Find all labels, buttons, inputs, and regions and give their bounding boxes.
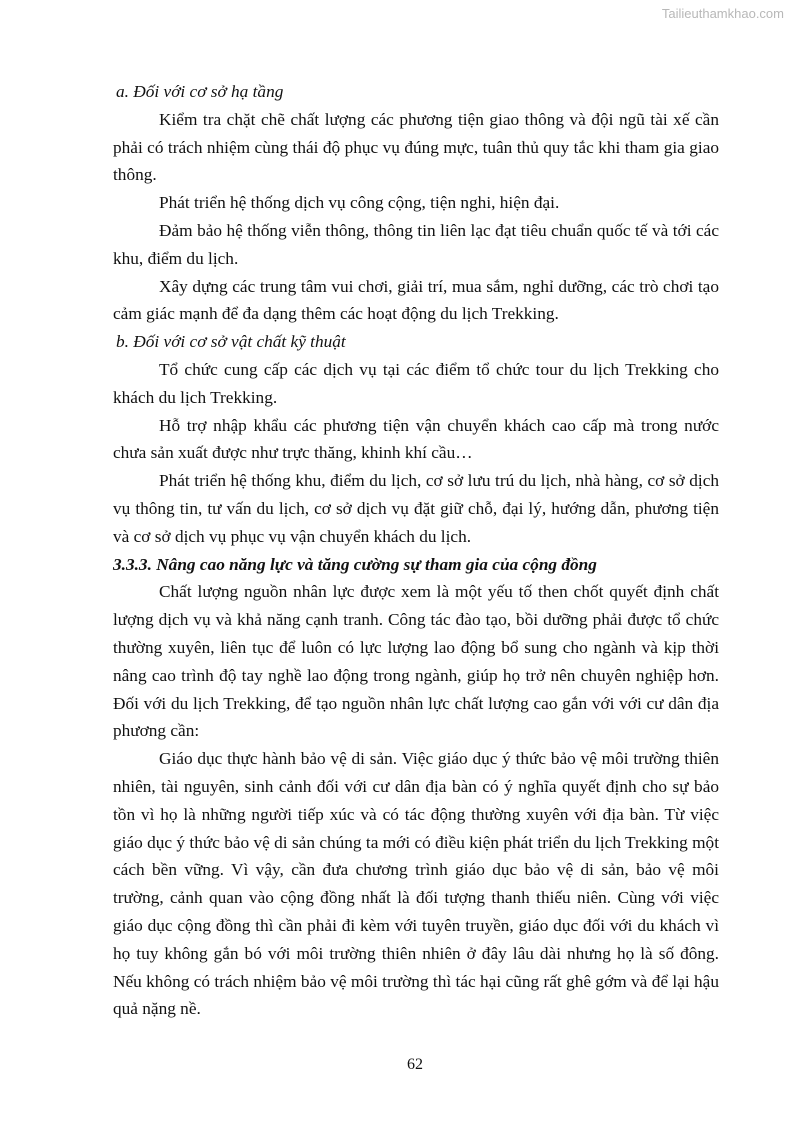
subheading-infrastructure: a. Đối với cơ sở hạ tầng (116, 82, 284, 101)
paragraph: Tổ chức cung cấp các dịch vụ tại các điểm tổ chức tour du lịch Trekking cho khách du lịch Trekking. (113, 359, 719, 407)
paragraph: Chất lượng nguồn nhân lực được xem là một yếu tố then chốt quyết định chất lượng dịch vụ và khả năng cạnh tranh. Công tác đào tạo, bồi dưỡng phải được tổ chức thường xuyên, liên tục để luôn có lực lượng lao động bổ sung cho ngành và kịp thời nâng cao trình độ tay nghề lao động trong ngành, giúp họ trở nên chuyên nghiệp hơn. Đối với du lịch Trekking, để tạo nguồn nhân lực chất lượng cao gắn với với cư dân địa phương cần: (113, 582, 719, 741)
section-heading-3-3-3: 3.3.3. Nâng cao năng lực và tăng cường sự tham gia của cộng đồng (113, 554, 597, 574)
page-number: 62 (407, 1056, 423, 1073)
paragraph: Đảm bảo hệ thống viễn thông, thông tin liên lạc đạt tiêu chuẩn quốc tế và tới các khu, điểm du lịch. (113, 220, 719, 268)
paragraph: Kiểm tra chặt chẽ chất lượng các phương tiện giao thông và đội ngũ tài xế cần phải có trách nhiệm cùng thái độ phục vụ đúng mực, tuân thủ quy tắc khi tham gia giao thông. (113, 109, 719, 185)
paragraph: Hỗ trợ nhập khẩu các phương tiện vận chuyển khách cao cấp mà trong nước chưa sản xuất được như trực thăng, khinh khí cầu… (113, 415, 719, 463)
paragraph: Phát triển hệ thống dịch vụ công cộng, tiện nghi, hiện đại. (159, 193, 560, 213)
paragraph: Giáo dục thực hành bảo vệ di sản. Việc giáo dục ý thức bảo vệ môi trường thiên nhiên, tài nguyên, sinh cảnh đối với cư dân địa bàn có ý nghĩa quyết định cho sự bảo tồn vì họ là những người tiếp xúc và có tác động thường xuyên với địa bàn. Từ việc giáo dục ý thức bảo vệ di sản chúng ta mới có điều kiện phát triển du lịch Trekking một cách bền vững. Vì vậy, cần đưa chương trình giáo dục bảo vệ di sản, bảo vệ môi trường, cảnh quan vào cộng đồng nhất là đối tượng thanh thiếu niên. Cùng với việc giáo dục cộng đồng thì cần phải đi kèm với tuyên truyền, giáo dục đối với du khách vì họ tuy không gắn bó với môi trường thiên nhiên ở đây lâu dài nhưng họ là số đông. Nếu không có trách nhiệm bảo vệ môi trường thì tác hại cũng rất ghê gớm và để lại hậu quả nặng nề. (113, 749, 719, 1019)
subheading-technical-facilities: b. Đối với cơ sở vật chất kỹ thuật (116, 332, 346, 352)
paragraph: Phát triển hệ thống khu, điểm du lịch, cơ sở lưu trú du lịch, nhà hàng, cơ sở dịch vụ thông tin, tư vấn du lịch, cơ sở dịch vụ đặt giữ chỗ, đại lý, hướng dẫn, phương tiện và cơ sở dịch vụ phục vụ vận chuyển khách du lịch. (113, 471, 719, 546)
page-content (113, 78, 719, 1023)
watermark: Tailieuthamkhao.com (661, 6, 784, 21)
paragraph: Xây dựng các trung tâm vui chơi, giải trí, mua sắm, nghỉ dưỡng, các trò chơi tạo cảm giác mạnh để đa dạng thêm các hoạt động du lịch Trekking. (113, 276, 719, 324)
